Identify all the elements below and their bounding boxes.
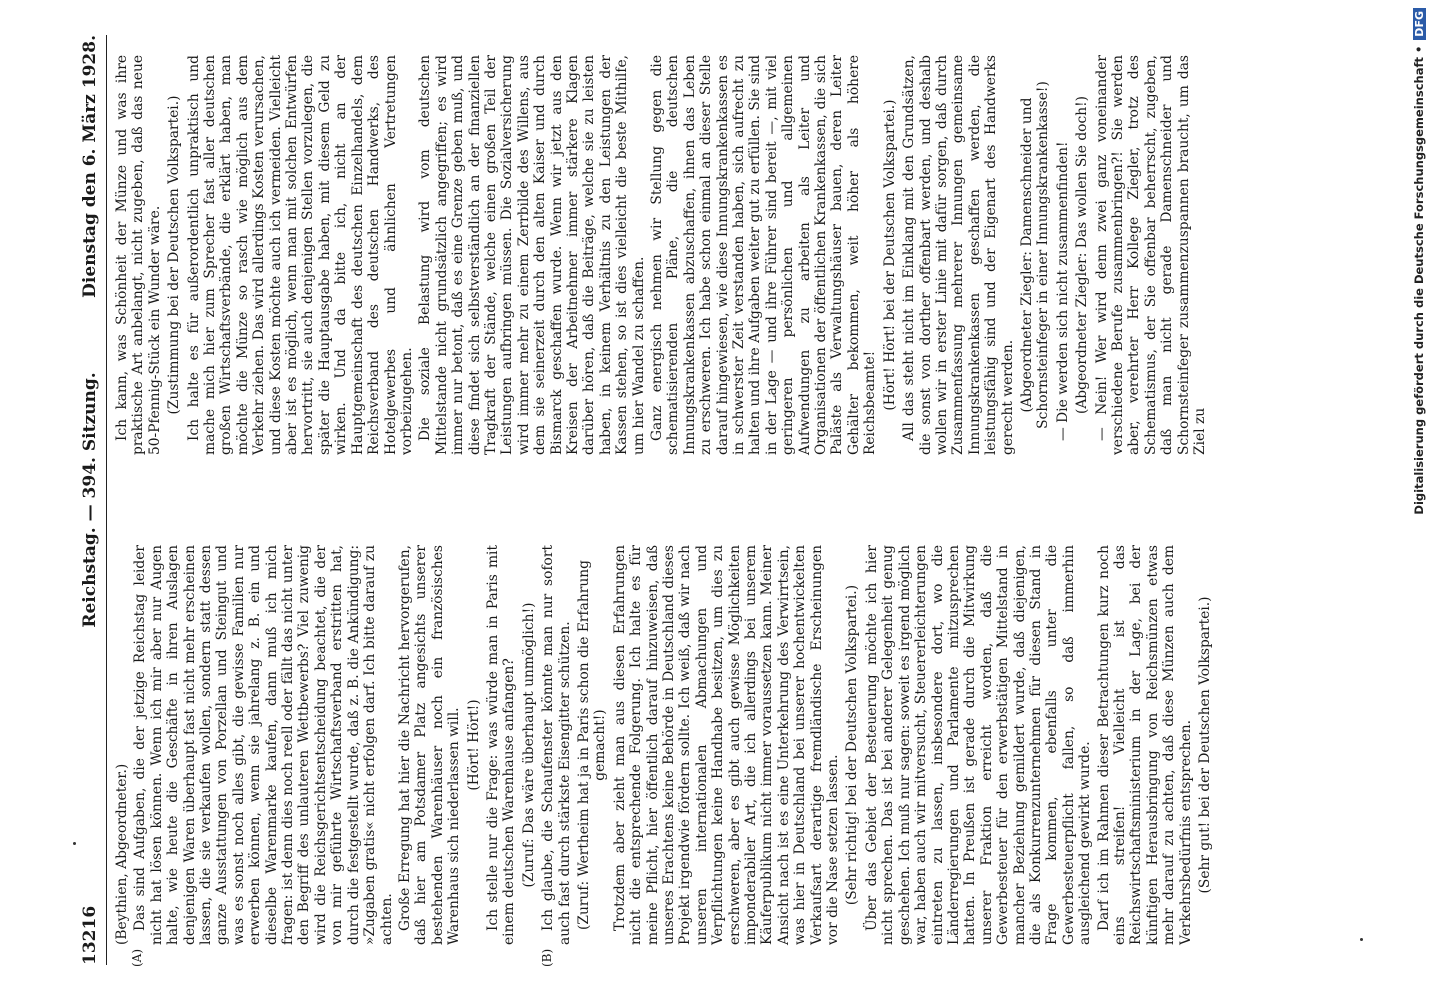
paragraph: Große Erregung hat hier die Nachricht hervorgerufen, daß hier am Potsdamer Platz angesichts unserer bestehenden Warenhäuser noch ein französisches Warenhaus sich niederlassen will. (396, 545, 463, 945)
paragraph: Trotzdem aber zieht man aus diesen Erfahrungen nicht die entsprechende Folgerung. Ich halte es für meine Pflicht, hier öffentlich darauf hinzuweisen, daß unseres Erachtens keine Behörde in Deutschland dieses Projekt irgendwie fördern sollte. Ich weiß, daß wir nach unseren internationalen Abmachungen und Verpflichtungen keine Handhabe besitzen, um dies zu erschweren, aber es gibt auch gewisse Möglichkeiten imponderabiler Art, die ich allerdings bei unserem Käuferpublikum nicht immer voraussetzen kann. Meiner Ansicht nach ist es eine Unterkehrung des Verwirrtsein, was hier in Deutschland bei unserer hochentwickelten Verkaufsart derartige fremdländische Erscheinungen vor die Nase setzen lassen. (611, 545, 842, 945)
document-page (70, 25, 1400, 975)
paragraph: Darf ich im Rahmen dieser Betrachtungen kurz noch eins streifen! Vielleicht ist das Reichswirtschaftsministerium in der Lage, bei der künftigen Herausbringung von Reichsmünzen etwas mehr darauf zu achten, daß diese Münzen auch dem Verkehrsbedürfnis entsprechen. (1095, 545, 1194, 945)
page-header (80, 35, 107, 965)
session-title: Reichstag. — 394. Sitzung. (80, 372, 100, 628)
session-date: Dienstag den 6. März 1928. (80, 35, 100, 298)
paragraph: Ganz energisch nehmen wir Stellung gegen die schematisierenden Pläne, die deutschen Innungskrankenkassen abzuschaffen, ihnen das Leben zu erschweren. Ich habe schon einmal an dieser Stelle darauf hingewiesen, wie diese Innungskrankenkassen es in schwerster Zeit verstanden haben, sich aufrecht zu halten und ihre Aufgaben weiter gut zu erfüllen. Sie sind in der Lage — und ihre Führer sind bereit —, mit viel geringeren persönlichen und allgemeinen Aufwendungen zu arbeiten als Leiter und Organisationen der öffentlichen Krankenkassen, die sich Paläste als Verwaltungshäuser bauen, deren Leiter Gehälter bekommen, weit höher als höhere Reichsbeamte! (649, 55, 879, 455)
paragraph: — Die werden sich nicht zusammenfinden! (1054, 141, 1071, 441)
paragraph: — Nein! Wer wird denn zwei ganz voneinander verschiedene Berufe zusammenbringen?! Sie werden aber, verehrter Herr Kollege Ziegler, trotz des Schematismus, der Sie offenbar beherrscht, zugeben, daß man nicht gerade Damenschneider und Schornsteinfeger zusammenzuspannen braucht, um das Ziel zu (1093, 55, 1208, 455)
interjection: (Abgeordneter Ziegler: Damenschneider und Schornsteinfeger in einer Innungskrankenkasse!) (1018, 81, 1052, 429)
interjection: (Zuruf: Wertheim hat ja in Paris schon die Erfahrung gemacht!) (575, 560, 609, 930)
scan-speck (1360, 938, 1363, 941)
interjection: (Sehr richtig! bei der Deutschen Volkspartei.) (844, 584, 861, 906)
credit-text: Digitalisierung gefördert durch die Deutsche Forschungsgemeinschaft • (1412, 45, 1426, 515)
interjection: (Abgeordneter Ziegler: Das wollen Sie doch!) (1074, 95, 1091, 415)
paragraph: Ich glaube, die Schaufenster könnte man nur sofort auch fast durch stärkste Eisengitter schützen. (540, 545, 573, 945)
interjection: (Sehr gut! bei der Deutschen Volkspartei.) (1197, 596, 1213, 894)
interjection: (Zustimmung bei der Deutschen Volkspartei.) (166, 95, 183, 415)
right-column (114, 55, 1208, 455)
paragraph: Ich kann, was Schönheit der Münze und was ihre praktische Art anbelangt, nicht zugeben, daß das neue 50-Pfennig-Stück ein Wunder wäre. (114, 55, 163, 455)
margin-marker-a: (A) (130, 948, 144, 967)
paragraph: (Beythien, Abgeordneter.) (114, 763, 130, 945)
left-column (114, 545, 1213, 945)
page-number: 13216 (80, 905, 100, 965)
paragraph: Ich halte es für außerordentlich unpraktisch und mache mich hier zum Sprecher fast aller deutschen großen Wirtschaftsverbände, die erklärt haben, man möchte die Münze so rasch wie möglich aus dem Verkehr ziehen. Das wird allerdings Kosten verursachen, und diese Kosten möchte auch ich vermeiden. Vielleicht aber ist es möglich, wenn man mit solchen Entwürfen hervortritt, sie auch denjenigen Stellen vorzulegen, die später die Hauptausgabe haben, mit diesem Geld zu wirken. Und da bitte ich, nicht an der Hauptgemeinschaft des deutschen Einzelhandels, dem Reichsverband des deutschen Handwerks, des Hotelgewerbes und ähnlichen Vertretungen vorbeizugehen. (185, 55, 415, 455)
digitization-credit (1408, 8, 1434, 992)
interjection: (Hört! Hört!) (465, 699, 482, 791)
paragraph: Das sind Aufgaben, die der jetzige Reichstag leider nicht hat lösen können. Wenn ich mir aber nur Augen halte, wie heute die Geschäfte in ihren Auslagen denjenigen Waren überhaupt fast nicht mehr erscheinen lassen, die sie verkaufen wollen, sondern statt dessen ganze Ausstattungen von Porzellan und Steingut und was es sonst noch alles gibt, die gewisse Familien nur erwerben können, wenn sie jahrelang z. B. ein und dieselbe Warenmarke kaufen, dann muß ich mich fragen: ist denn dies noch reell oder fällt das nicht unter den Begriff des unlauteren Wettbewerbs? Viel zuwenig wird die Reichsgerichtsentscheidung beachtet, die der von mir geführte Wirtschaftsverband erstritten hat, durch die festgestellt wurde, daß z. B. die Ankündigung: »Zugaben gratis« nicht erfolgen darf. Ich bitte darauf zu achten. (132, 545, 395, 945)
paragraph: Die soziale Belastung wird vom deutschen Mittelstande nicht grundsätzlich angegriffen; es wird immer nur betont, daß es eine Grenze geben muß, und diese findet sich selbstverständlich an der finanziellen Tragkraft der Stände, welche einen großen Teil der Leistungen aufbringen müssen. Die Sozialversicherung wird immer mehr zu einem Zerrbilde des Willens, aus dem sie seinerzeit durch den alten Kaiser und durch Bismarck geschaffen wurde. Wenn wir jetzt aus den Kreisen der Arbeitnehmer immer stärkere Klagen darüber hören, daß die Beiträge, welche sie zu leisten haben, in keinem Verhältnis zu den Leistungen der Kassen stehen, so ist dies vielleicht die beste Mithilfe, um hier Wandel zu schaffen. (417, 55, 647, 455)
paragraph: Über das Gebiet der Besteuerung möchte ich hier nicht sprechen. Das ist bei anderer Gelegenheit genug geschehen. Ich muß nur sagen: soweit es irgend möglich war, haben auch wir mitversucht, Steuererleichterungen eintreten zu lassen, insbesondere dort, wo die Länderregierungen und Parlamente mitzusprechen hatten. In Preußen ist gerade durch die Mitwirkung unserer Fraktion erreicht worden, daß die Gewerbesteuer für den erwerbstätigen Mittelstand in mancher Beziehung gemildert wurde, daß diejenigen, die als Konkurrenzunternehmen für diesen Stand in Frage kommen, ebenfalls unter die Gewerbesteuerpflicht fallen, so daß immerhin ausgleichend gewirkt wurde. (863, 545, 1094, 945)
interjection: (Hört! Hört! bei der Deutschen Volkspartei.) (881, 99, 898, 411)
scan-speck (73, 842, 76, 845)
interjection: (Zuruf: Das wäre überhaupt unmöglich!) (520, 602, 537, 888)
dfg-logo: DFG (1413, 8, 1426, 40)
paragraph: Ich stelle nur die Frage: was würde man in Paris mit einem deutschen Warenhause anfangen? (484, 545, 518, 945)
paragraph: All das steht nicht im Einklang mit den Grundsätzen, die sonst von dorther offenbart werden, und deshalb wollen wir in erster Linie mit dafür sorgen, daß durch Zusammenfassung mehrerer Innungen gemeinsame Innungskrankenkassen geschaffen werden, die leistungsfähig sind und der Eigenart des Handwerks gerecht werden. (901, 55, 1016, 455)
margin-marker-b: (B) (540, 948, 554, 967)
